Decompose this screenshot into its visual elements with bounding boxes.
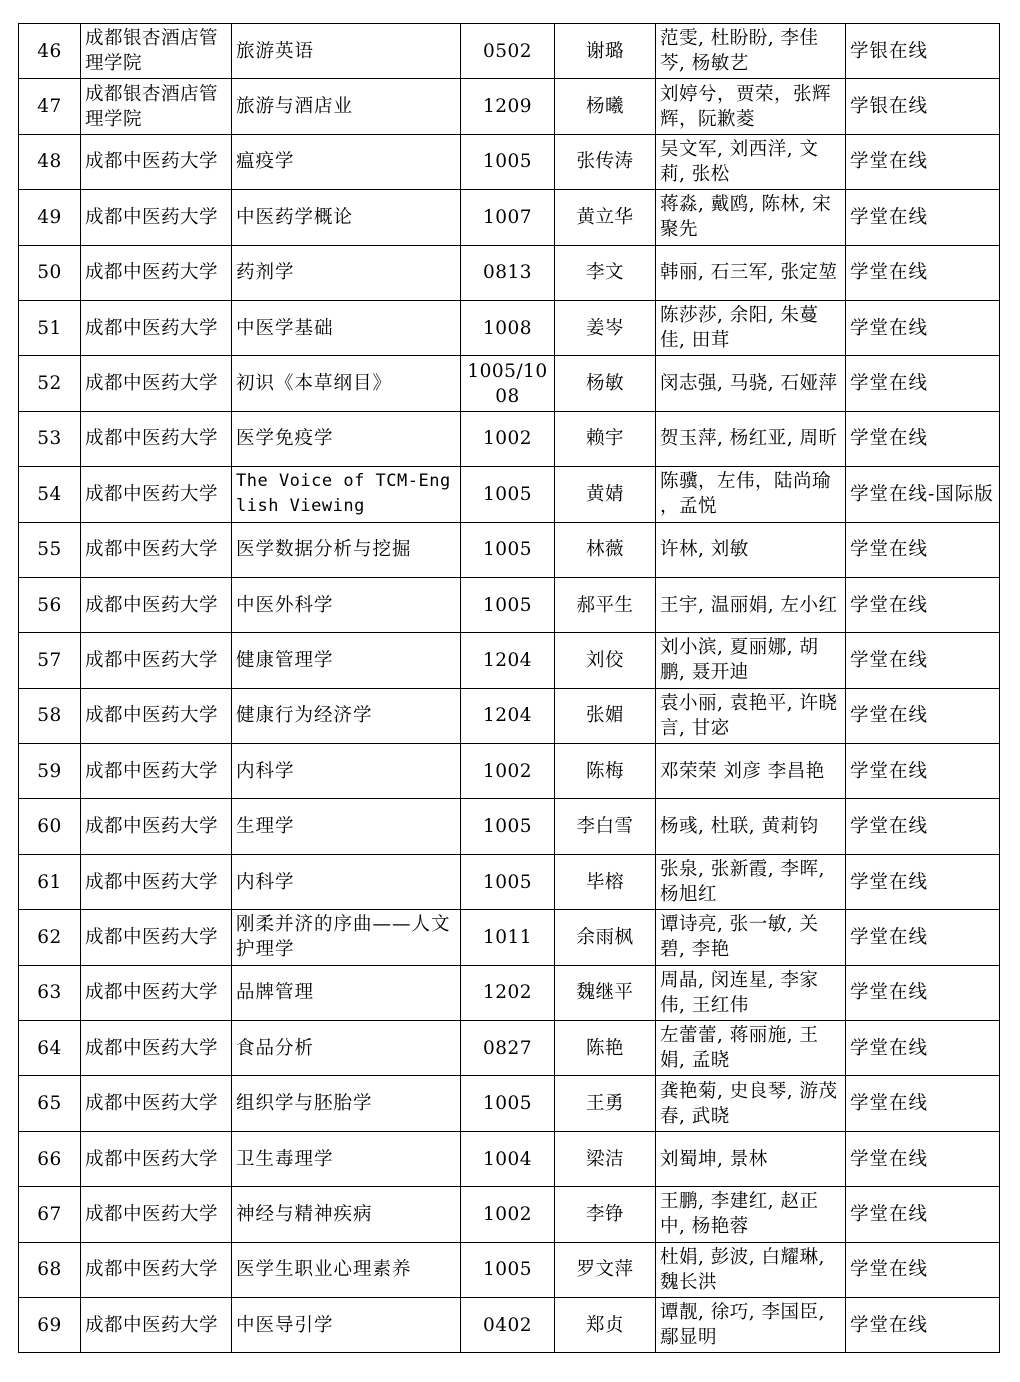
table-row — [19, 411, 1000, 466]
school-name: 成都中医药大学 — [81, 854, 232, 909]
platform-name: 学堂在线-国际版 — [846, 467, 1000, 522]
school-name: 成都中医药大学 — [81, 577, 232, 632]
course-name: 组织学与胚胎学 — [232, 1076, 461, 1131]
subject-code: 1005 — [461, 799, 555, 854]
school-name: 成都中医药大学 — [81, 1297, 232, 1352]
course-lead: 赖宇 — [555, 411, 656, 466]
school-name: 成都中医药大学 — [81, 522, 232, 577]
subject-code: 1005 — [461, 577, 555, 632]
row-number: 59 — [19, 744, 81, 799]
platform-name: 学堂在线 — [846, 356, 1000, 411]
school-name: 成都中医药大学 — [81, 1187, 232, 1242]
subject-code: 1204 — [461, 688, 555, 743]
course-lead: 杨曦 — [555, 79, 656, 134]
course-lead: 刘佼 — [555, 633, 656, 688]
row-number: 50 — [19, 245, 81, 300]
table-row — [19, 190, 1000, 245]
table-body — [19, 24, 1000, 1353]
row-number: 63 — [19, 965, 81, 1020]
row-number: 67 — [19, 1187, 81, 1242]
team-members: 范雯, 杜盼盼, 李佳芩, 杨敏艺 — [656, 24, 846, 79]
team-members: 张泉, 张新霞, 李晖, 杨旭红 — [656, 854, 846, 909]
school-name: 成都中医药大学 — [81, 1021, 232, 1076]
course-name: 医学生职业心理素养 — [232, 1242, 461, 1297]
row-number: 51 — [19, 300, 81, 355]
team-members: 周晶, 闵连星, 李家伟, 王红伟 — [656, 965, 846, 1020]
subject-code: 1204 — [461, 633, 555, 688]
subject-code: 1005 — [461, 467, 555, 522]
table-row — [19, 799, 1000, 854]
subject-code: 1202 — [461, 965, 555, 1020]
platform-name: 学堂在线 — [846, 1242, 1000, 1297]
course-lead: 张传涛 — [555, 134, 656, 189]
platform-name: 学堂在线 — [846, 134, 1000, 189]
platform-name: 学堂在线 — [846, 577, 1000, 632]
course-lead: 谢璐 — [555, 24, 656, 79]
team-members: 左蕾蕾, 蒋丽施, 王娟, 孟晓 — [656, 1021, 846, 1076]
row-number: 46 — [19, 24, 81, 79]
course-name: 旅游英语 — [232, 24, 461, 79]
course-lead: 李白雪 — [555, 799, 656, 854]
platform-name: 学堂在线 — [846, 411, 1000, 466]
course-lead: 陈梅 — [555, 744, 656, 799]
school-name: 成都中医药大学 — [81, 411, 232, 466]
course-name: 神经与精神疾病 — [232, 1187, 461, 1242]
team-members: 王宇, 温丽娟, 左小红 — [656, 577, 846, 632]
subject-code: 1002 — [461, 744, 555, 799]
team-members: 杜娟, 彭波, 白耀琳, 魏长洪 — [656, 1242, 846, 1297]
platform-name: 学堂在线 — [846, 522, 1000, 577]
school-name: 成都中医药大学 — [81, 134, 232, 189]
course-name: 中医药学概论 — [232, 190, 461, 245]
platform-name: 学堂在线 — [846, 965, 1000, 1020]
subject-code: 1005/1008 — [461, 356, 555, 411]
platform-name: 学堂在线 — [846, 688, 1000, 743]
course-name: 内科学 — [232, 854, 461, 909]
team-members: 谭诗亮, 张一敏, 关碧, 李艳 — [656, 910, 846, 965]
team-members: 邓荣荣 刘彦 李昌艳 — [656, 744, 846, 799]
table-row — [19, 1242, 1000, 1297]
course-name: 初识《本草纲目》 — [232, 356, 461, 411]
row-number: 55 — [19, 522, 81, 577]
table-row — [19, 910, 1000, 965]
team-members: 韩丽, 石三军, 张定堃 — [656, 245, 846, 300]
course-name: 中医外科学 — [232, 577, 461, 632]
school-name: 成都中医药大学 — [81, 799, 232, 854]
school-name: 成都中医药大学 — [81, 965, 232, 1020]
row-number: 64 — [19, 1021, 81, 1076]
platform-name: 学堂在线 — [846, 633, 1000, 688]
row-number: 54 — [19, 467, 81, 522]
course-name: 刚柔并济的序曲——人文护理学 — [232, 910, 461, 965]
course-name: The Voice of TCM-English Viewing — [232, 467, 461, 522]
subject-code: 1002 — [461, 1187, 555, 1242]
course-lead: 毕榕 — [555, 854, 656, 909]
platform-name: 学堂在线 — [846, 190, 1000, 245]
team-members: 吴文军, 刘西洋, 文莉, 张松 — [656, 134, 846, 189]
course-lead: 魏继平 — [555, 965, 656, 1020]
school-name: 成都中医药大学 — [81, 1076, 232, 1131]
table-row — [19, 965, 1000, 1020]
school-name: 成都中医药大学 — [81, 744, 232, 799]
course-name: 中医导引学 — [232, 1297, 461, 1352]
row-number: 65 — [19, 1076, 81, 1131]
course-name: 医学免疫学 — [232, 411, 461, 466]
platform-name: 学堂在线 — [846, 910, 1000, 965]
table-row — [19, 134, 1000, 189]
table-row — [19, 24, 1000, 79]
platform-name: 学银在线 — [846, 79, 1000, 134]
team-members: 谭靓, 徐巧, 李国臣, 鄢显明 — [656, 1297, 846, 1352]
team-members: 陈莎莎, 余阳, 朱蔓佳, 田茸 — [656, 300, 846, 355]
course-name: 医学数据分析与挖掘 — [232, 522, 461, 577]
row-number: 58 — [19, 688, 81, 743]
course-list-table — [18, 23, 1000, 1353]
school-name: 成都中医药大学 — [81, 1242, 232, 1297]
school-name: 成都中医药大学 — [81, 1131, 232, 1186]
platform-name: 学银在线 — [846, 24, 1000, 79]
table-row — [19, 744, 1000, 799]
row-number: 61 — [19, 854, 81, 909]
row-number: 47 — [19, 79, 81, 134]
course-lead: 姜岑 — [555, 300, 656, 355]
course-name: 中医学基础 — [232, 300, 461, 355]
subject-code: 1005 — [461, 522, 555, 577]
subject-code: 1005 — [461, 1242, 555, 1297]
subject-code: 1007 — [461, 190, 555, 245]
team-members: 刘蜀坤, 景林 — [656, 1131, 846, 1186]
course-name: 内科学 — [232, 744, 461, 799]
team-members: 刘婷兮，贾荣，张辉辉，阮歉菱 — [656, 79, 846, 134]
team-members: 刘小滨, 夏丽娜, 胡鹏, 聂开迪 — [656, 633, 846, 688]
table-row — [19, 79, 1000, 134]
subject-code: 0827 — [461, 1021, 555, 1076]
table-row — [19, 854, 1000, 909]
table-row — [19, 1021, 1000, 1076]
school-name: 成都银杏酒店管理学院 — [81, 24, 232, 79]
table-row — [19, 356, 1000, 411]
course-lead: 郑贞 — [555, 1297, 656, 1352]
table-row — [19, 467, 1000, 522]
table-row — [19, 1076, 1000, 1131]
platform-name: 学堂在线 — [846, 1131, 1000, 1186]
row-number: 48 — [19, 134, 81, 189]
course-lead: 梁洁 — [555, 1131, 656, 1186]
row-number: 57 — [19, 633, 81, 688]
subject-code: 0502 — [461, 24, 555, 79]
table-row — [19, 577, 1000, 632]
subject-code: 0813 — [461, 245, 555, 300]
team-members: 许林, 刘敏 — [656, 522, 846, 577]
platform-name: 学堂在线 — [846, 1021, 1000, 1076]
course-name: 生理学 — [232, 799, 461, 854]
platform-name: 学堂在线 — [846, 1187, 1000, 1242]
row-number: 62 — [19, 910, 81, 965]
team-members: 杨彧, 杜联, 黄莉钧 — [656, 799, 846, 854]
team-members: 袁小丽, 袁艳平, 许晓言, 甘宓 — [656, 688, 846, 743]
course-lead: 杨敏 — [555, 356, 656, 411]
course-lead: 王勇 — [555, 1076, 656, 1131]
row-number: 49 — [19, 190, 81, 245]
course-name: 卫生毒理学 — [232, 1131, 461, 1186]
course-lead: 郝平生 — [555, 577, 656, 632]
subject-code: 1005 — [461, 1076, 555, 1131]
platform-name: 学堂在线 — [846, 744, 1000, 799]
row-number: 53 — [19, 411, 81, 466]
school-name: 成都中医药大学 — [81, 190, 232, 245]
row-number: 66 — [19, 1131, 81, 1186]
subject-code: 1002 — [461, 411, 555, 466]
school-name: 成都银杏酒店管理学院 — [81, 79, 232, 134]
table-row — [19, 300, 1000, 355]
school-name: 成都中医药大学 — [81, 910, 232, 965]
team-members: 龚艳菊, 史良琴, 游茂春, 武晓 — [656, 1076, 846, 1131]
course-lead: 黄立华 — [555, 190, 656, 245]
row-number: 68 — [19, 1242, 81, 1297]
subject-code: 1209 — [461, 79, 555, 134]
course-name: 健康管理学 — [232, 633, 461, 688]
school-name: 成都中医药大学 — [81, 245, 232, 300]
school-name: 成都中医药大学 — [81, 356, 232, 411]
row-number: 56 — [19, 577, 81, 632]
subject-code: 1008 — [461, 300, 555, 355]
team-members: 王鹏, 李建红, 赵正中, 杨艳蓉 — [656, 1187, 846, 1242]
table-row — [19, 688, 1000, 743]
platform-name: 学堂在线 — [846, 799, 1000, 854]
course-name: 品牌管理 — [232, 965, 461, 1020]
team-members: 闵志强, 马骁, 石娅萍 — [656, 356, 846, 411]
team-members: 贺玉萍, 杨红亚, 周昕 — [656, 411, 846, 466]
table-row — [19, 1131, 1000, 1186]
course-lead: 李文 — [555, 245, 656, 300]
course-name: 旅游与酒店业 — [232, 79, 461, 134]
subject-code: 1005 — [461, 854, 555, 909]
team-members: 陈骥，左伟，陆尚瑜 ，孟悦 — [656, 467, 846, 522]
table-row — [19, 245, 1000, 300]
subject-code: 1004 — [461, 1131, 555, 1186]
school-name: 成都中医药大学 — [81, 467, 232, 522]
subject-code: 0402 — [461, 1297, 555, 1352]
course-name: 药剂学 — [232, 245, 461, 300]
school-name: 成都中医药大学 — [81, 633, 232, 688]
subject-code: 1005 — [461, 134, 555, 189]
table-row — [19, 522, 1000, 577]
course-lead: 林薇 — [555, 522, 656, 577]
course-name: 健康行为经济学 — [232, 688, 461, 743]
course-lead: 张媚 — [555, 688, 656, 743]
course-name: 食品分析 — [232, 1021, 461, 1076]
table-row — [19, 1297, 1000, 1352]
course-lead: 黄婧 — [555, 467, 656, 522]
course-lead: 余雨枫 — [555, 910, 656, 965]
platform-name: 学堂在线 — [846, 854, 1000, 909]
row-number: 60 — [19, 799, 81, 854]
course-lead: 罗文萍 — [555, 1242, 656, 1297]
course-lead: 李铮 — [555, 1187, 656, 1242]
platform-name: 学堂在线 — [846, 300, 1000, 355]
row-number: 69 — [19, 1297, 81, 1352]
team-members: 蒋淼, 戴鸥, 陈林, 宋聚先 — [656, 190, 846, 245]
school-name: 成都中医药大学 — [81, 300, 232, 355]
subject-code: 1011 — [461, 910, 555, 965]
platform-name: 学堂在线 — [846, 1297, 1000, 1352]
platform-name: 学堂在线 — [846, 245, 1000, 300]
platform-name: 学堂在线 — [846, 1076, 1000, 1131]
row-number: 52 — [19, 356, 81, 411]
school-name: 成都中医药大学 — [81, 688, 232, 743]
course-lead: 陈艳 — [555, 1021, 656, 1076]
table-row — [19, 633, 1000, 688]
course-name: 瘟疫学 — [232, 134, 461, 189]
table-row — [19, 1187, 1000, 1242]
